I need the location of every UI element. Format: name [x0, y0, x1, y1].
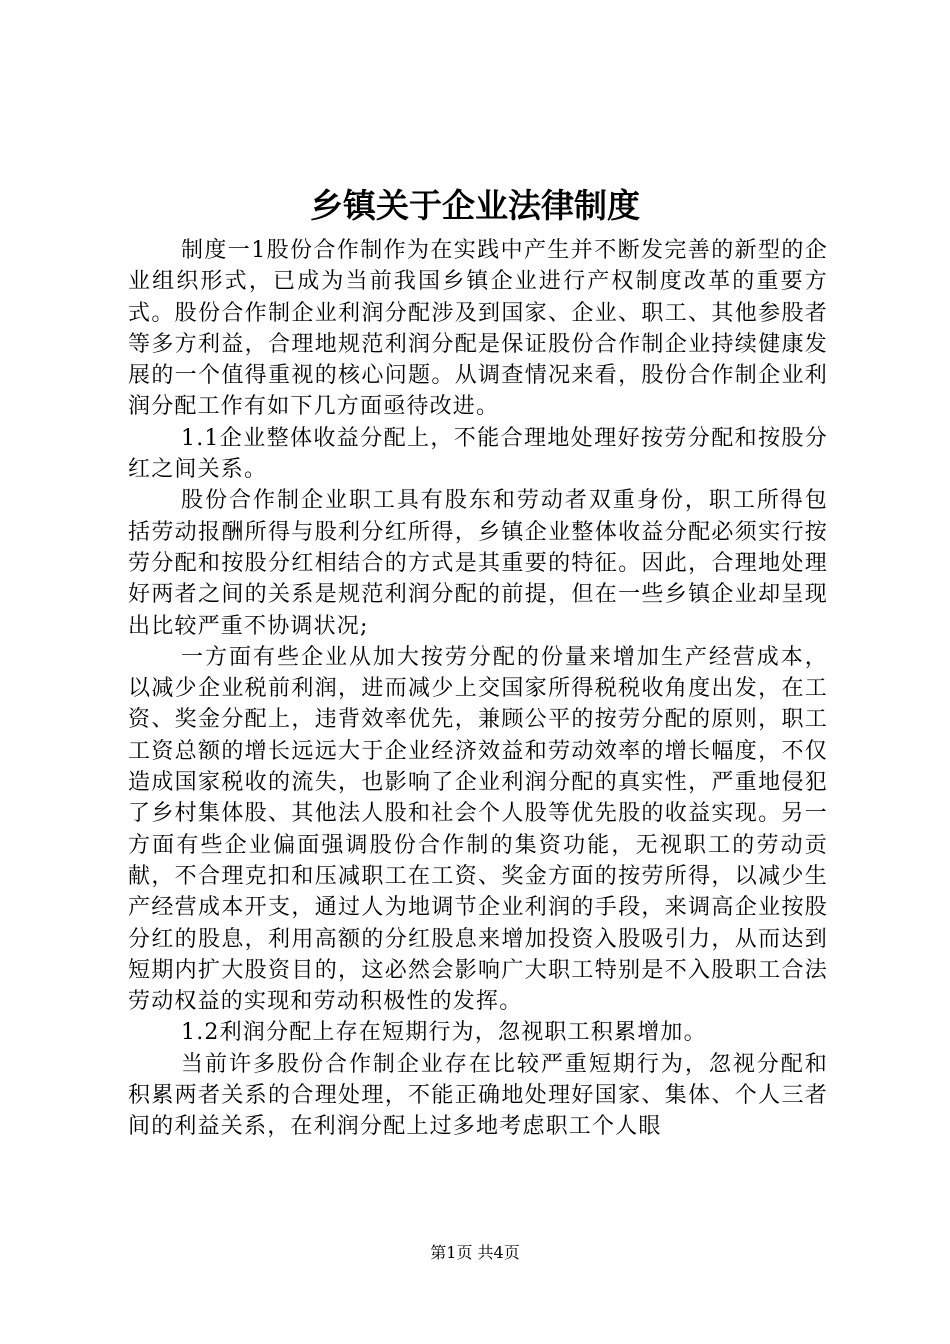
paragraph-distribution-issues: 一方面有些企业从加大按劳分配的份量来增加生产经营成本，以减少企业税前利润，进而减少上交国家所得税税收角度出发，在工资、奖金分配上，违背效率优先，兼顾公平的按劳分配的原则，职工工资总额的增长远远大于企业经济效益和劳动效率的增长幅度，不仅造成国家税收的流失，也影响了企业利润分配的真实性，严重地侵犯了乡村集体股、其他法人股和社会个人股等优先股的收益实现。另一方面有些企业偏面强调股份合作制的集资功能，无视职工的劳动贡献，不合理克扣和压减职工在工资、奖金方面的按劳所得，以减少生产经营成本开支，通过人为地调节企业利润的手段，来调高企业按股分红的股息，利用高额的分红股息来增加投资入股吸引力，从而达到短期内扩大股资目的，这必然会影响广大职工特别是不入股职工合法劳动权益的实现和劳动积极性的发挥。 — [128, 644, 828, 1015]
paragraph-dual-identity: 股份合作制企业职工具有股东和劳动者双重身份，职工所得包括劳动报酬所得与股利分红所得，乡镇企业整体收益分配必须实行按劳分配和按股分红相结合的方式是其重要的特征。因此，合理地处理好两者之间的关系是规范利润分配的前提，但在一些乡镇企业却呈现出比较严重不协调状况; — [128, 488, 828, 639]
page-footer: 第1页 共4页 — [430, 1243, 520, 1262]
paragraph-intro: 制度一1股份合作制作为在实践中产生并不断发完善的新型的企业组织形式，已成为当前我国乡镇企业进行产权制度改革的重要方式。股份合作制企业利润分配涉及到国家、企业、职工、其他参股者等多方利益，合理地规范利润分配是保证股份合作制企业持续健康发展的一个值得重视的核心问题。从调查情况来看，股份合作制企业利润分配工作有如下几方面亟待改进。 — [128, 238, 828, 420]
section-heading-1-2: 1.2利润分配上存在短期行为，忽视职工积累增加。 — [181, 1020, 707, 1046]
document-body — [128, 235, 828, 1143]
document-title: 乡镇关于企业法律制度 — [310, 186, 640, 225]
section-heading-1-1: 1.1企业整体收益分配上，不能合理地处理好按劳分配和按股分红之间关系。 — [128, 425, 828, 483]
paragraph-short-term-behavior: 当前许多股份合作制企业存在比较严重短期行为，忽视分配和积累两者关系的合理处理，不能正确地处理好国家、集体、个人三者间的利益关系，在利润分配上过多地考虑职工个人眼 — [128, 1051, 828, 1140]
